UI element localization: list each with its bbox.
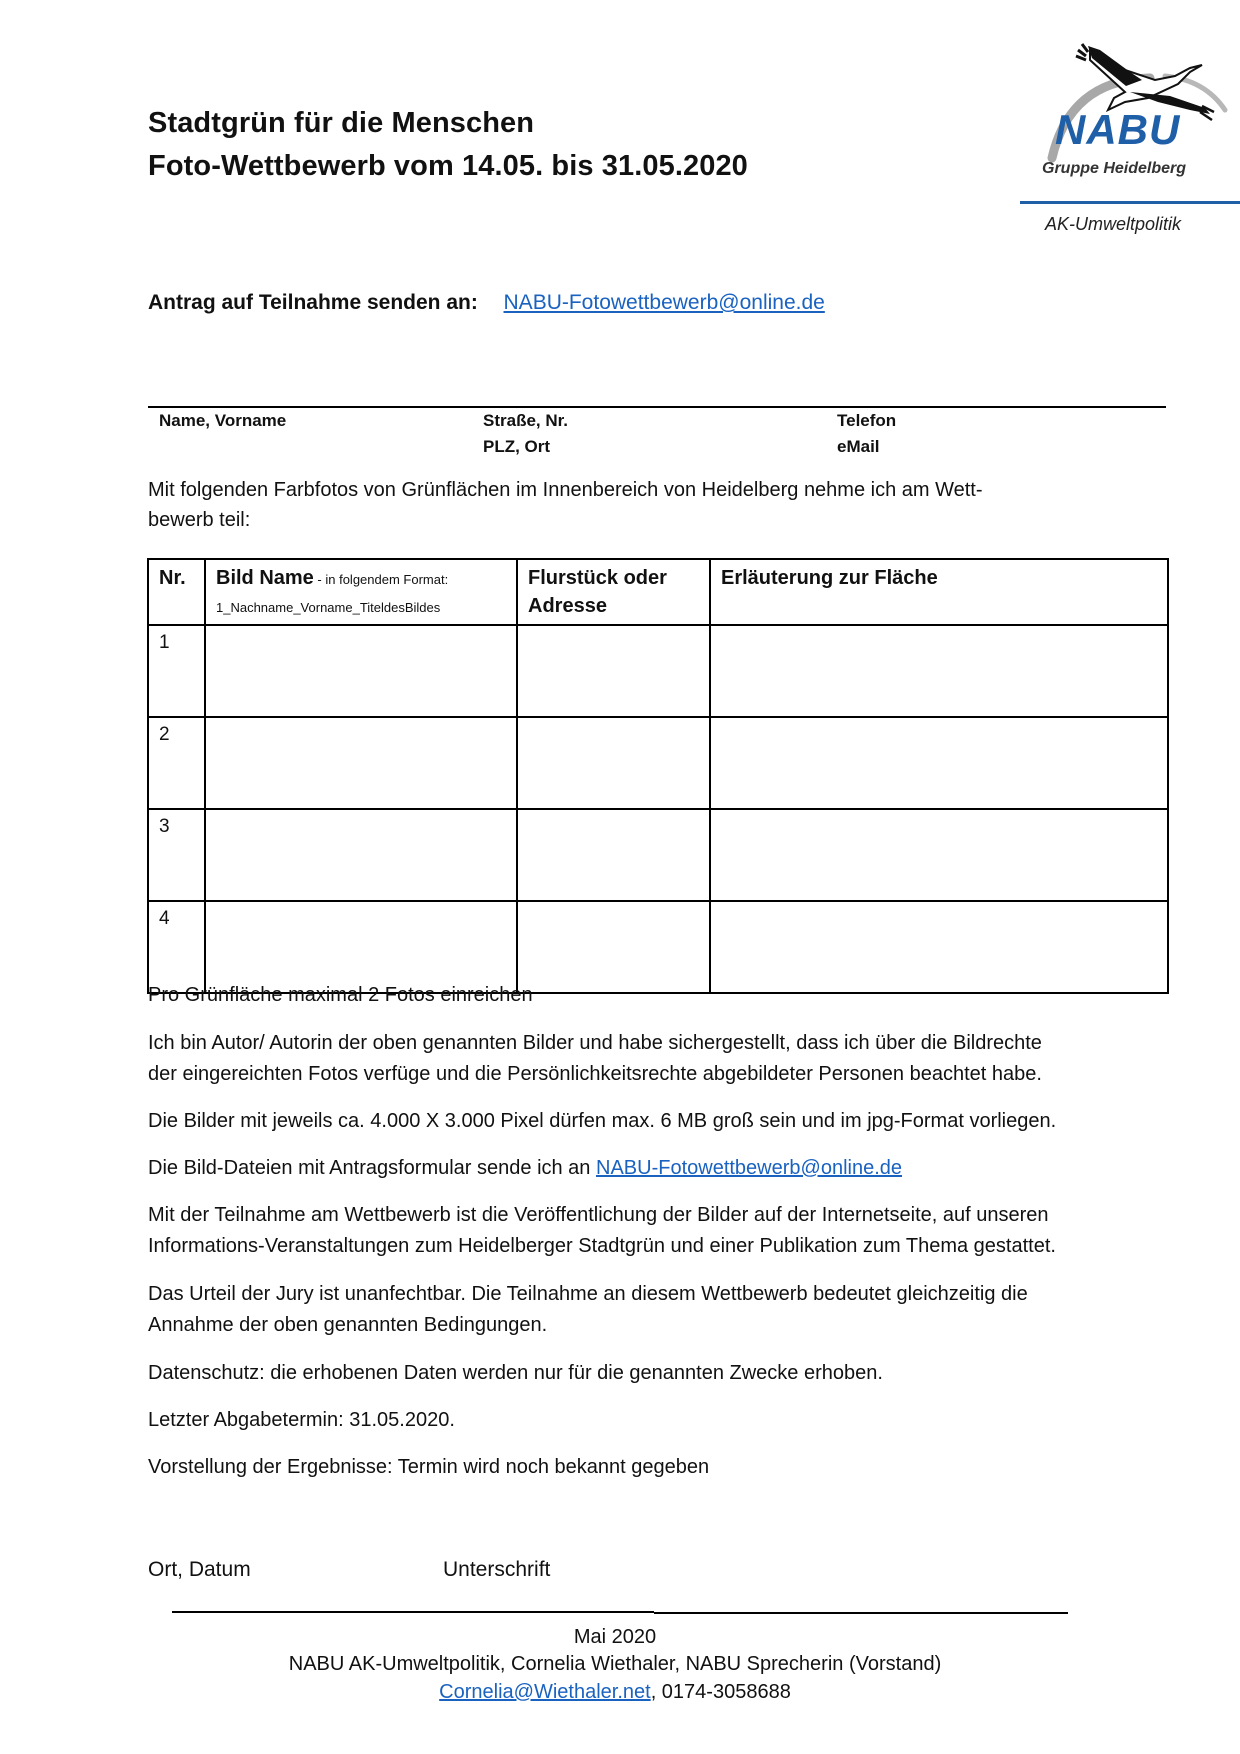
results-note: Vorstellung der Ergebnisse: Termin wird noch bekannt gegeben bbox=[148, 1456, 710, 1478]
header-flurstueck-line1: Flurstück oder bbox=[528, 567, 667, 589]
send-to-line bbox=[148, 291, 825, 315]
bild-name-cell[interactable] bbox=[205, 809, 517, 901]
flurstueck-cell[interactable] bbox=[517, 901, 710, 993]
nabu-brand-text: NABU bbox=[1055, 106, 1181, 153]
nabu-group-text: Gruppe Heidelberg bbox=[1042, 160, 1187, 177]
erlaeuterung-cell[interactable] bbox=[710, 717, 1168, 809]
bild-name-cell[interactable] bbox=[205, 717, 517, 809]
place-date-label: Ort, Datum bbox=[148, 1558, 251, 1581]
erlaeuterung-cell[interactable] bbox=[710, 901, 1168, 993]
header-erlaeuterung: Erläuterung zur Fläche bbox=[710, 559, 1168, 625]
send-files-email-link[interactable]: NABU-Fotowettbewerb@online.de bbox=[596, 1157, 903, 1179]
table-row bbox=[148, 717, 1168, 809]
erlaeuterung-cell[interactable] bbox=[710, 809, 1168, 901]
author-statement-line-1: Ich bin Autor/ Autorin der oben genannten Bilder und habe sichergestellt, dass ich über die Bildrechte bbox=[148, 1032, 1042, 1054]
send-files-text: Die Bild-Dateien mit Antragsformular sende ich an bbox=[148, 1157, 596, 1179]
document-title: Stadtgrün für die Menschen bbox=[148, 107, 535, 139]
contest-email-link[interactable]: NABU-Fotowettbewerb@online.de bbox=[503, 291, 825, 314]
field-label-street: Straße, Nr. bbox=[483, 411, 569, 430]
intro-line-2: bewerb teil: bbox=[148, 509, 251, 531]
header-bild-name-label: Bild Name bbox=[216, 567, 314, 589]
publication-line-2: Informations-Veranstaltungen zum Heidelberger Stadtgrün und einer Publikation zum Thema gestattet. bbox=[148, 1235, 1056, 1257]
header-nr: Nr. bbox=[148, 559, 205, 625]
privacy-note: Datenschutz: die erhobenen Daten werden nur für die genannten Zwecke erhoben. bbox=[148, 1362, 883, 1384]
signature-label: Unterschrift bbox=[443, 1558, 551, 1581]
logo-divider bbox=[1020, 201, 1240, 204]
footer-contact bbox=[0, 1681, 1235, 1704]
nabu-logo bbox=[1030, 40, 1240, 200]
send-to-label: Antrag auf Teilnahme senden an: bbox=[148, 291, 478, 314]
max-photos-note: Pro Grünfläche maximal 2 Fotos einreichen bbox=[148, 984, 533, 1006]
header-bild-name bbox=[205, 559, 517, 625]
jury-line-2: Annahme der oben genannten Bedingungen. bbox=[148, 1314, 548, 1336]
header-bild-name-hint: - in folgendem Format: bbox=[313, 572, 449, 587]
send-files-line bbox=[148, 1153, 902, 1183]
table-row bbox=[148, 809, 1168, 901]
signature-line[interactable] bbox=[654, 1612, 1068, 1614]
field-label-name: Name, Vorname bbox=[159, 411, 287, 430]
contact-divider bbox=[148, 406, 1166, 408]
row-nr: 4 bbox=[148, 901, 205, 993]
row-nr: 2 bbox=[148, 717, 205, 809]
header-bild-name-format: 1_Nachname_Vorname_TiteldesBildes bbox=[216, 600, 441, 615]
image-specs: Die Bilder mit jeweils ca. 4.000 X 3.000 Pixel dürfen max. 6 MB groß sein und im jpg-Format vorliegen. bbox=[148, 1110, 1057, 1132]
footer-email-link[interactable]: Cornelia@Wiethaler.net bbox=[439, 1681, 651, 1703]
photo-entry-table bbox=[147, 558, 1169, 994]
footer-phone: , 0174-3058688 bbox=[650, 1681, 791, 1703]
header-flurstueck-line2: Adresse bbox=[528, 595, 607, 617]
place-date-line[interactable] bbox=[172, 1611, 654, 1613]
field-label-phone: Telefon bbox=[837, 411, 897, 430]
author-statement-line-2: der eingereichten Fotos verfüge und die Persönlichkeitsrechte abgebildeter Personen beachtet habe. bbox=[148, 1063, 1042, 1085]
table-header-row bbox=[148, 559, 1168, 625]
header-flurstueck bbox=[517, 559, 710, 625]
table-row bbox=[148, 625, 1168, 717]
bild-name-cell[interactable] bbox=[205, 625, 517, 717]
flurstueck-cell[interactable] bbox=[517, 717, 710, 809]
jury-line-1: Das Urteil der Jury ist unanfechtbar. Die Teilnahme an diesem Wettbewerb bedeutet gleichzeitig die bbox=[148, 1283, 1028, 1305]
document-subtitle: Foto-Wettbewerb vom 14.05. bis 31.05.2020 bbox=[148, 150, 748, 182]
erlaeuterung-cell[interactable] bbox=[710, 625, 1168, 717]
department-label: AK-Umweltpolitik bbox=[1045, 214, 1182, 234]
field-label-email: eMail bbox=[837, 437, 880, 456]
intro-line-1: Mit folgenden Farbfotos von Grünflächen im Innenbereich von Heidelberg nehme ich am Wett- bbox=[148, 479, 983, 501]
deadline-note: Letzter Abgabetermin: 31.05.2020. bbox=[148, 1409, 455, 1431]
footer-date: Mai 2020 bbox=[573, 1626, 657, 1648]
footer-author: NABU AK-Umweltpolitik, Cornelia Wiethaler, NABU Sprecherin (Vorstand) bbox=[288, 1653, 942, 1675]
row-nr: 3 bbox=[148, 809, 205, 901]
flurstueck-cell[interactable] bbox=[517, 625, 710, 717]
flurstueck-cell[interactable] bbox=[517, 809, 710, 901]
row-nr: 1 bbox=[148, 625, 205, 717]
publication-line-1: Mit der Teilnahme am Wettbewerb ist die Veröffentlichung der Bilder auf der Internetseite, auf unseren bbox=[148, 1204, 1049, 1226]
field-label-city: PLZ, Ort bbox=[483, 437, 551, 456]
